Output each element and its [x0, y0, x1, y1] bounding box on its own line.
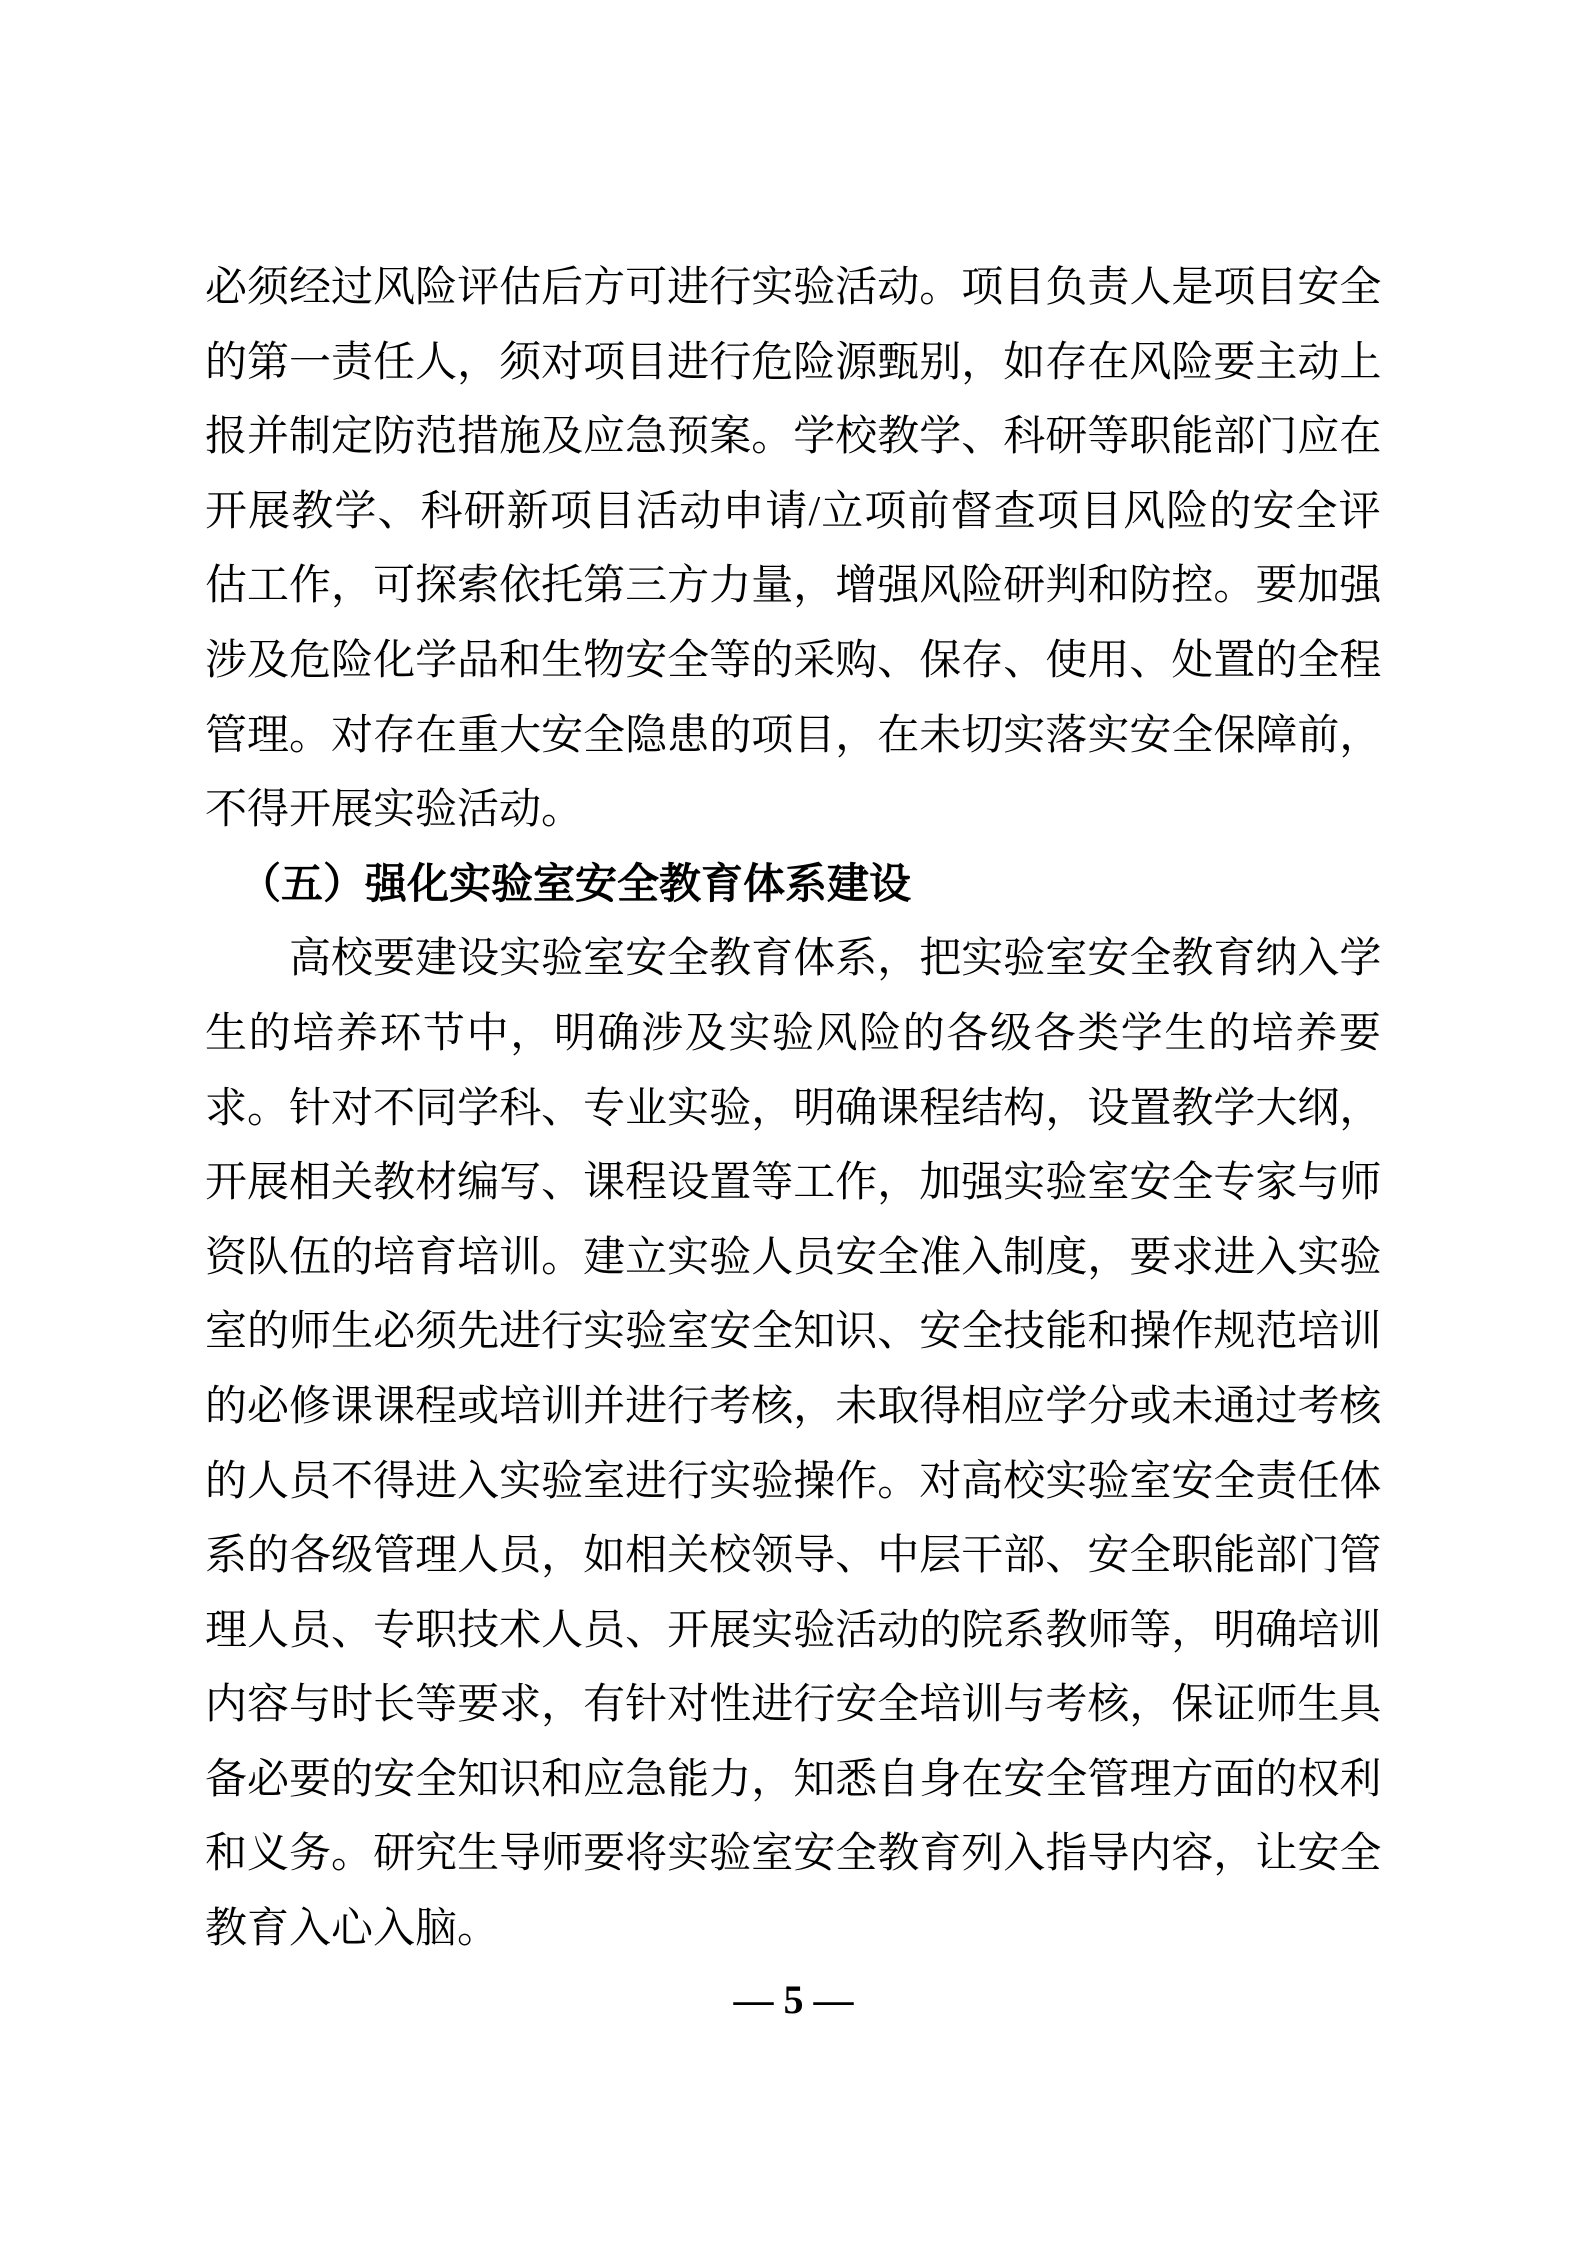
section-heading: （五）强化实验室安全教育体系建设: [239, 861, 912, 908]
body-line: 的 必 修 课 课 程 或 培 训 并 进 行 考 核 ， 未 取 得 相 应 学 分 或 未 通 过 考 核: [205, 1383, 1382, 1430]
body-line: 报 并 制 定 防 范 措 施 及 应 急 预 案 。 学 校 教 学 、 科 研 等 职 能 部 门 应 在: [205, 414, 1382, 461]
body-line: 备 必 要 的 安 全 知 识 和 应 急 能 力 ， 知 悉 自 身 在 安 全 管 理 方 面 的 权 利: [205, 1756, 1382, 1803]
body-line: 估 工 作 ， 可 探 索 依 托 第 三 方 力 量 ， 增 强 风 险 研 判 和 防 控 。 要 加 强: [205, 563, 1382, 610]
page-number: — 5 —: [733, 1977, 854, 2022]
document-body: [205, 251, 1381, 1967]
body-line: 求 。 针 对 不 同 学 科 、 专 业 实 验 ， 明 确 课 程 结 构 ， 设 置 教 学 大 纲 ，: [205, 1085, 1382, 1132]
body-line: 必 须 经 过 风 险 评 估 后 方 可 进 行 实 验 活 动 。 项 目 负 责 人 是 项 目 安 全: [205, 265, 1382, 311]
body-line: 管 理 。 对 存 在 重 大 安 全 隐 患 的 项 目 ， 在 未 切 实 落 实 安 全 保 障 前 ，: [205, 712, 1382, 759]
body-line: 理 人 员 、 专 职 技 术 人 员 、 开 展 实 验 活 动 的 院 系 教 师 等 ， 明 确 培 训: [205, 1607, 1382, 1654]
body-line: 高 校 要 建 设 实 验 室 安 全 教 育 体 系 ， 把 实 验 室 安 全 教 育 纳 入 学: [289, 936, 1382, 983]
body-line: 生 的 培 养 环 节 中 ， 明 确 涉 及 实 验 风 险 的 各 级 各 类 学 生 的 培 养 要: [205, 1010, 1381, 1057]
body-line: 不得开展实验活动。: [205, 787, 584, 834]
body-line: 开 展 教 学 、 科 研 新 项 目 活 动 申 请 / 立 项 前 督 查 项 目 风 险 的 安 全 评: [205, 488, 1381, 535]
body-line: 涉 及 危 险 化 学 品 和 生 物 安 全 等 的 采 购 、 保 存 、 使 用 、 处 置 的 全 程: [205, 637, 1382, 684]
body-line: 系 的 各 级 管 理 人 员 ， 如 相 关 校 领 导 、 中 层 干 部 、 安 全 职 能 部 门 管: [205, 1533, 1382, 1580]
body-line: 教育入心入脑。: [205, 1906, 500, 1953]
body-line: 的 第 一 责 任 人 ， 须 对 项 目 进 行 危 险 源 甄 别 ， 如 存 在 风 险 要 主 动 上: [205, 339, 1382, 386]
body-line: 内 容 与 时 长 等 要 求 ， 有 针 对 性 进 行 安 全 培 训 与 考 核 ， 保 证 师 生 具: [205, 1682, 1382, 1729]
body-line: 开 展 相 关 教 材 编 写 、 课 程 设 置 等 工 作 ， 加 强 实 验 室 安 全 专 家 与 师: [205, 1160, 1382, 1207]
body-line: 的 人 员 不 得 进 入 实 验 室 进 行 实 验 操 作 。 对 高 校 实 验 室 安 全 责 任 体: [205, 1458, 1382, 1505]
body-line: 资 队 伍 的 培 育 培 训 。 建 立 实 验 人 员 安 全 准 入 制 度 ， 要 求 进 入 实 验: [205, 1234, 1382, 1281]
body-line: 室 的 师 生 必 须 先 进 行 实 验 室 安 全 知 识 、 安 全 技 能 和 操 作 规 范 培 训: [205, 1309, 1382, 1356]
body-line: 和 义 务 。 研 究 生 导 师 要 将 实 验 室 安 全 教 育 列 入 指 导 内 容 ， 让 安 全: [205, 1831, 1382, 1878]
